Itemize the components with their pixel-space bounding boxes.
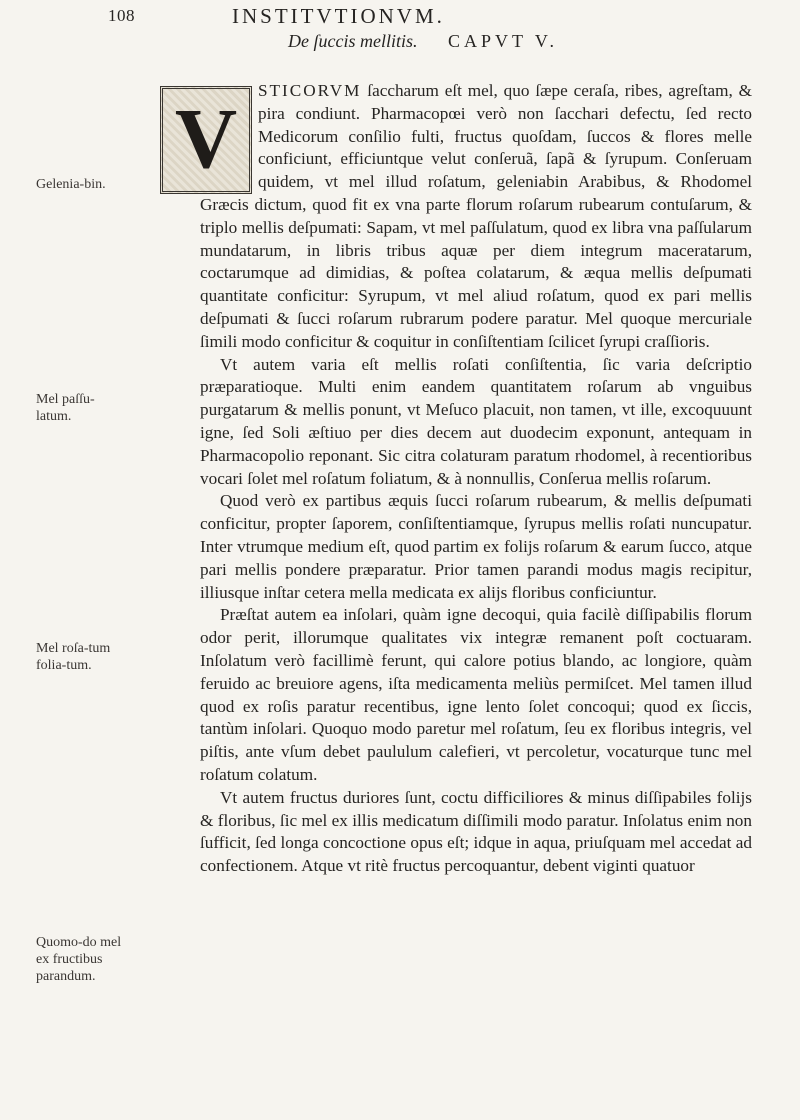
- paragraph-text: Præſtat autem ea inſolari, quàm igne decoqui, quia facilè diſſipabilis florum odor perit, illorumque qualitates vix integræ remanent poſt coctuaram. Inſolatum verò facillimè ferunt, qui calore potius blando, ac longiore, quàm feruido ac breuiore agens, iſta medicamenta meliùs permiſcet. Mel tamen illud quod ex roſis paratur recentibus, igne lento ſolet concoqui; quod ex ſiccis, tantùm inſolari. Quoquo modo paretur mel roſatum, ſeu ex floribus integris, vel piſtis, ante vſum debet paululum calefieri, vt percoletur, vocaturque tunc mel roſatum colatum.: [200, 605, 752, 784]
- paragraph-text: Vt autem fructus duriores ſunt, coctu difficiliores & minus diſſipabiles folijs & floribus, ſic mel ex illis medicatum diſſimili modo paratur. Inſolatus enim non ſufficit, ſed longa concoctione opus eſt; idque in aqua, priuſquam mel accedat ad confectionem. Atque vt ritè fructus percoquantur, debent viginti quatuor: [200, 787, 752, 876]
- margin-note: Quomo-do mel ex fructibus parandum.: [36, 935, 122, 984]
- paragraph-text: Vt autem varia eſt mellis roſati conſiſtentia, ſic varia deſcriptio præparatioque. Multi enim eandem quantitatem roſarum ab vnguibus purgatarum & mellis ponunt, vt Meſuco placuit, non tamen, vt ille, excoquuunt igne, ſed Soli æſtiuo per dies decem aut duodecim exponunt, antequam in Pharmacopolio reponant. Sic citra colaturam paratum rhodomel, à recentioribus vocari ſolet mel roſatum foliatum, & à nonnullis, Conſerua mellis roſarum.: [200, 354, 752, 488]
- paragraph: [200, 490, 752, 604]
- body-text: [200, 80, 752, 878]
- page-number: 108: [108, 6, 135, 25]
- paragraph: [200, 787, 752, 878]
- margin-note: Mel paſſu-latum.: [36, 392, 95, 424]
- opening-word: STICORVM: [258, 81, 362, 100]
- chapter-subtitle: De ſuccis mellitis.: [288, 31, 418, 51]
- margin-note: Gelenia-bin.: [36, 177, 106, 192]
- paragraph-text: ſaccharum eſt mel, quo ſæpe ceraſa, ribes, agreſtam, & pira condiunt. Pharmacopœi verò non ſacchari defectu, ſed recto Medicorum conſilio fulti, fructus quoſdam, ſuccos & flores melle conficiunt, efficiuntque velut conſeruã, ſapã & ſyrupum. Conſeruam quidem, vt mel illud roſatum, geleniabin Arabibus, & Rhodomel Græcis dictum, quod fit ex vna parte florum roſarum rubearum contuſarum, & triplo mellis deſpumati: Sapam, vt mel paſſulatum, quod ex libra vna paſſularum mundatarum, in libris tribus aquæ per diem integrum maceratarum, coctarumque ad dimidias, & poſtea colatarum, & æqua mellis deſpumati quantitate conficitur: Syrupum, vt mel aliud roſatum, quod ex pari mellis deſpumati & ſucci roſarum rubrarum podere paratur. Mel quoque mercuriale ſimili modo conficitur & coquitur in conſiſtentiam ſcilicet ſyrupi craſſioris.: [200, 81, 752, 351]
- paragraph: [200, 354, 752, 491]
- chapter-heading: [288, 31, 558, 52]
- paragraph-text: Quod verò ex partibus æquis ſucci roſarum rubearum, & mellis deſpumati conficitur, propter ſaporem, conſiſtentiamque, ſyrupus mellis roſati nuncupatur. Inter vtrumque medium eſt, quod partim ex folijs roſarum & earum ſucco, atque pari mellis pondere præparatur. Prior tamen parandi modus magis recipitur, illiusque inſtar cetera mella medicata ex alijs floribus conficiuntur.: [200, 491, 752, 602]
- chapter-number: CAPVT V.: [447, 31, 559, 51]
- paragraph: [200, 80, 752, 354]
- drop-cap-letter: V: [174, 90, 238, 186]
- margin-note: Mel roſa-tum folia-tum.: [36, 641, 111, 673]
- paragraph: [200, 604, 752, 786]
- running-head: INSTITVTIONVM.: [232, 4, 445, 28]
